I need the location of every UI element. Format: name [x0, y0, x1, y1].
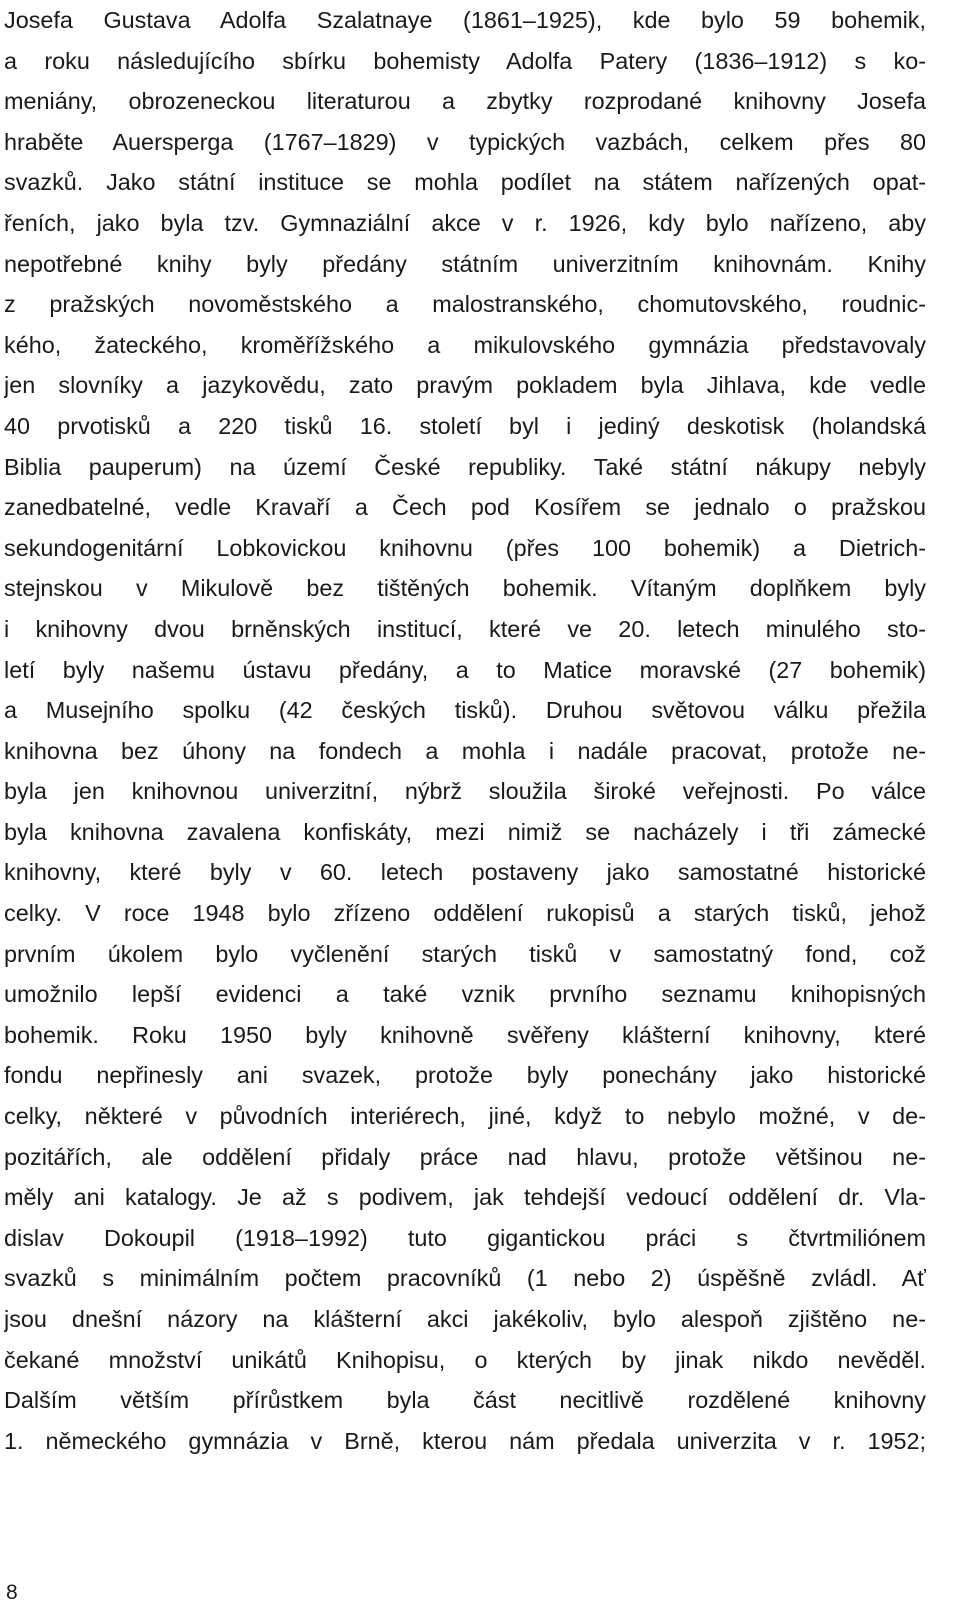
text-line: meniány, obrozeneckou literaturou a zbytky rozprodané knihovny Josefa — [4, 88, 926, 115]
text-line: z pražských novoměstského a malostranského, chomutovského, roudnic- — [4, 291, 926, 318]
text-line: i knihovny dvou brněnských institucí, které ve 20. letech minulého sto- — [4, 615, 926, 642]
text-line: jen slovníky a jazykovědu, zato pravým pokladem byla Jihlava, kde vedle — [4, 372, 926, 399]
text-line: pozitářích, ale oddělení přidaly práce nad hlavu, protože většinou ne- — [4, 1143, 926, 1170]
text-line: Josefa Gustava Adolfa Szalatnaye (1861–1925), kde bylo 59 bohemik, — [4, 7, 926, 33]
text-line: hraběte Auersperga (1767–1829) v typických vazbách, celkem přes 80 — [4, 128, 926, 155]
text-line: letí byly našemu ústavu předány, a to Matice moravské (27 bohemik) — [4, 656, 926, 683]
body-paragraph — [4, 0, 926, 1461]
text-line: a roku následujícího sbírku bohemisty Adolfa Patery (1836–1912) s ko- — [4, 47, 926, 74]
text-line: fondu nepřinesly ani svazek, protože byly ponechány jako historické — [4, 1062, 926, 1089]
text-line: knihovny, které byly v 60. letech postaveny jako samostatné historické — [4, 859, 926, 886]
text-line: sekundogenitární Lobkovickou knihovnu (přes 100 bohemik) a Dietrich- — [4, 534, 926, 561]
text-line: celky. V roce 1948 bylo zřízeno oddělení rukopisů a starých tisků, jehož — [4, 900, 926, 927]
page-number: 8 — [6, 1581, 18, 1604]
text-line: prvním úkolem bylo vyčlenění starých tisků v samostatný fond, což — [4, 940, 926, 967]
text-line: svazků s minimálním počtem pracovníků (1 nebo 2) úspěšně zvládl. Ať — [4, 1265, 926, 1292]
text-line: čekané množství unikátů Knihopisu, o kterých by jinak nikdo nevěděl. — [4, 1346, 926, 1373]
text-line: bohemik. Roku 1950 byly knihovně svěřeny klášterní knihovny, které — [4, 1021, 926, 1048]
text-line: kého, žateckého, kroměřížského a mikulovského gymnázia představovaly — [4, 331, 926, 358]
text-line: 1. německého gymnázia v Brně, kterou nám předala univerzita v r. 1952; — [4, 1427, 926, 1454]
text-line: umožnilo lepší evidenci a také vznik prvního seznamu knihopisných — [4, 981, 926, 1008]
text-line: zanedbatelné, vedle Kravaří a Čech pod Kosířem se jednalo o pražskou — [4, 494, 926, 521]
text-line: řeních, jako byla tzv. Gymnaziální akce v r. 1926, kdy bylo nařízeno, aby — [4, 209, 926, 236]
text-line: jsou dnešní názory na klášterní akci jakékoliv, bylo alespoň zjištěno ne- — [4, 1306, 926, 1332]
text-line: stejnskou v Mikulově bez tištěných bohemik. Vítaným doplňkem byly — [4, 575, 926, 602]
text-line: a Musejního spolku (42 českých tisků). Druhou světovou válku přežila — [4, 697, 926, 724]
text-line: knihovna bez úhony na fondech a mohla i nadále pracovat, protože ne- — [4, 737, 926, 764]
text-line: Biblia pauperum) na území České republiky. Také státní nákupy nebyly — [4, 453, 926, 480]
text-line: Dalším větším přírůstkem byla část necitlivě rozdělené knihovny — [4, 1387, 926, 1414]
text-line: svazků. Jako státní instituce se mohla podílet na státem nařízených opat- — [4, 169, 926, 196]
text-line: nepotřebné knihy byly předány státním univerzitním knihovnám. Knihy — [4, 250, 926, 277]
text-line: dislav Dokoupil (1918–1992) tuto gigantickou práci s čtvrtmiliónem — [4, 1224, 926, 1251]
text-line: byla jen knihovnou univerzitní, nýbrž sloužila široké veřejnosti. Po válce — [4, 778, 926, 805]
text-line: 40 prvotisků a 220 tisků 16. století byl i jediný deskotisk (holandská — [4, 412, 926, 439]
text-line: měly ani katalogy. Je až s podivem, jak tehdejší vedoucí oddělení dr. Vla- — [4, 1184, 926, 1211]
text-line: celky, některé v původních interiérech, jiné, když to nebylo možné, v de- — [4, 1103, 926, 1130]
text-line: byla knihovna zavalena konfiskáty, mezi nimiž se nacházely i tři zámecké — [4, 818, 926, 845]
